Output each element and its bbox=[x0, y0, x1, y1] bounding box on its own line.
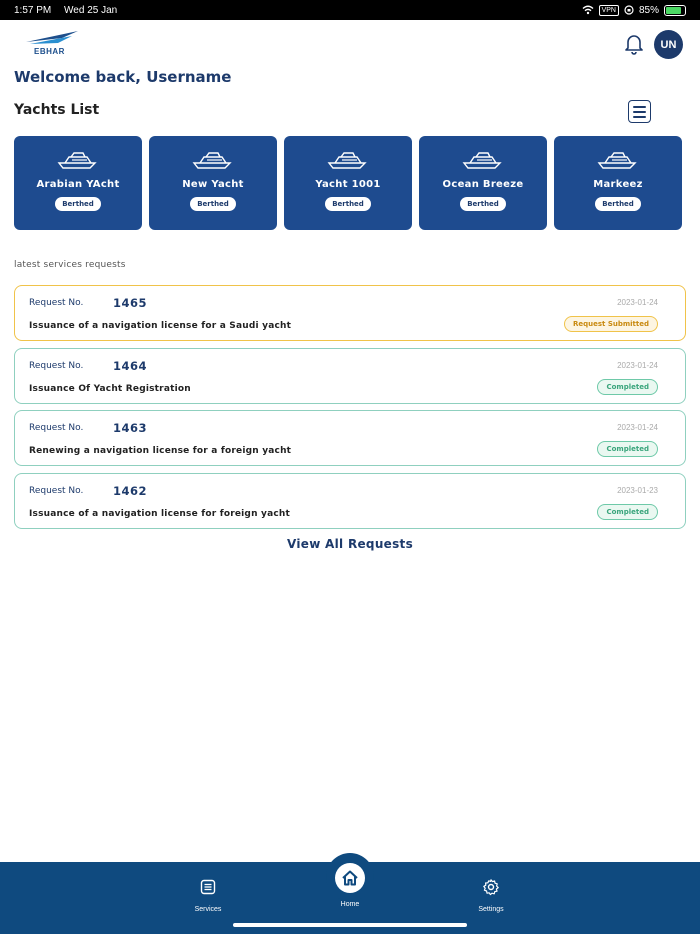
logo-text: EBHAR bbox=[34, 47, 65, 56]
yacht-card[interactable] bbox=[419, 136, 547, 230]
request-title: Issuance of a navigation license for foreign yacht bbox=[29, 508, 290, 519]
yacht-icon bbox=[597, 150, 639, 170]
battery-icon bbox=[664, 5, 686, 16]
yacht-card[interactable] bbox=[14, 136, 142, 230]
yacht-status-badge: Berthed bbox=[190, 197, 236, 211]
nav-home-label[interactable]: Home bbox=[340, 901, 360, 908]
latest-requests-title: latest services requests bbox=[14, 260, 126, 270]
yacht-card[interactable] bbox=[554, 136, 682, 230]
settings-gear-icon bbox=[482, 878, 500, 896]
nav-services[interactable] bbox=[190, 878, 226, 913]
status-date: Wed 25 Jan bbox=[64, 4, 118, 16]
status-time: 1:57 PM bbox=[14, 4, 52, 16]
request-number: 1464 bbox=[113, 358, 148, 373]
yacht-icon bbox=[57, 150, 99, 170]
request-title: Issuance of a navigation license for a Saudi yacht bbox=[29, 321, 292, 331]
yacht-status-badge: Berthed bbox=[55, 197, 101, 211]
requests-list bbox=[14, 285, 686, 535]
yacht-card[interactable] bbox=[149, 136, 277, 230]
lock-rotation-icon bbox=[624, 5, 634, 15]
request-card[interactable] bbox=[14, 348, 686, 404]
nav-settings-label: Settings bbox=[478, 906, 504, 913]
yacht-name: Markeez bbox=[593, 179, 643, 190]
battery-percent: 85% bbox=[638, 4, 659, 16]
bell-icon[interactable] bbox=[622, 31, 646, 55]
request-number: 1462 bbox=[113, 483, 148, 498]
request-date: 2023-01-24 bbox=[617, 423, 658, 432]
request-status-badge: Completed bbox=[597, 379, 658, 395]
request-title: Issuance Of Yacht Registration bbox=[29, 383, 191, 394]
request-number-label: Request No. bbox=[29, 360, 84, 371]
yacht-name: Yacht 1001 bbox=[315, 179, 381, 190]
wifi-icon bbox=[582, 5, 594, 15]
request-number: 1465 bbox=[113, 296, 148, 310]
nav-services-label: Services bbox=[194, 906, 222, 913]
home-indicator bbox=[233, 923, 467, 927]
welcome-title: Welcome back, Username bbox=[14, 68, 232, 86]
yacht-name: Ocean Breeze bbox=[442, 179, 524, 190]
menu-icon-line bbox=[633, 116, 646, 118]
user-avatar[interactable]: UN bbox=[654, 30, 683, 59]
nav-settings[interactable] bbox=[472, 878, 510, 913]
request-number-label: Request No. bbox=[29, 485, 84, 496]
request-card[interactable] bbox=[14, 285, 686, 341]
yachts-list-title: Yachts List bbox=[14, 102, 100, 118]
request-card[interactable] bbox=[14, 410, 686, 466]
menu-icon-line bbox=[633, 106, 646, 108]
request-card[interactable] bbox=[14, 473, 686, 529]
yacht-icon bbox=[462, 150, 504, 170]
yacht-status-badge: Berthed bbox=[325, 197, 371, 211]
request-date: 2023-01-24 bbox=[617, 298, 658, 307]
request-date: 2023-01-24 bbox=[617, 360, 658, 370]
yacht-name: New Yacht bbox=[182, 179, 244, 190]
yachts-list bbox=[14, 136, 682, 230]
request-number-label: Request No. bbox=[29, 423, 84, 433]
home-tab-button[interactable] bbox=[335, 863, 365, 893]
menu-icon-line bbox=[633, 111, 646, 113]
request-title: Renewing a navigation license for a foreign yacht bbox=[29, 446, 292, 456]
yacht-status-badge: Berthed bbox=[595, 197, 641, 211]
home-icon bbox=[341, 869, 359, 887]
menu-button[interactable] bbox=[628, 100, 651, 123]
request-date: 2023-01-23 bbox=[617, 485, 658, 495]
yacht-icon bbox=[192, 150, 234, 170]
request-number: 1463 bbox=[113, 421, 148, 435]
request-status-badge: Request Submitted bbox=[564, 316, 658, 332]
request-number-label: Request No. bbox=[29, 298, 84, 308]
view-all-requests-link[interactable]: View All Requests bbox=[286, 537, 414, 551]
yacht-icon bbox=[327, 150, 369, 170]
services-icon bbox=[199, 878, 217, 896]
request-status-badge: Completed bbox=[597, 504, 658, 520]
yacht-name: Arabian YAcht bbox=[36, 179, 120, 190]
yacht-status-badge: Berthed bbox=[460, 197, 506, 211]
request-status-badge: Completed bbox=[597, 441, 658, 457]
status-bar bbox=[0, 0, 700, 20]
vpn-badge: VPN bbox=[599, 5, 619, 16]
yacht-card[interactable] bbox=[284, 136, 412, 230]
